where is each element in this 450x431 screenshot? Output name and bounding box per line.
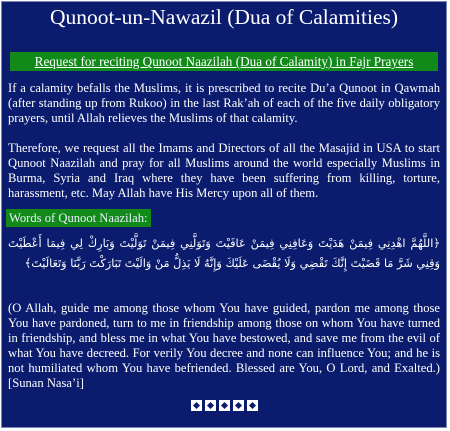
page-title: Qunoot-un-Nawazil (Dua of Calamities) — [49, 5, 399, 29]
diamond-icon — [205, 400, 216, 411]
footer-ornament — [2, 400, 446, 411]
arabic-dua-text: ﴿اللَّهُمَّ اهْدِنِي فِيمَنْ هَدَيْتَ وَعَافِنِي فِيمَنْ عَافَيْتَ وَتَوَلَّنِي فِيمَنْ تَوَلَّيْتَ وَبَارِكْ لِي فِيمَا أَعْطَيْتَ وَقِنِي شَرَّ مَا قَضَيْتَ إِنَّكَ تَقْضِي وَلَا يُقْضَى عَلَيْكَ وَإِنَّهُ لَا يَذِلُّ مَنْ وَالَيْتَ تَبَارَكْتَ رَبَّنَا وَتَعَالَيْتَ﴾ — [8, 237, 440, 270]
qunoot-panel — [1, 1, 447, 428]
dua-heading: Words of Qunoot Naazilah: — [6, 209, 151, 227]
request-paragraph: Therefore, we request all the Imams and Directors of all the Masajid in USA to start Qunoot Naazilah and pray for all Muslims around the world especially Muslims in Burma, Syria and Iraq where they have been suffering from killing, torture, harassment, etc. May Allah have His Mercy upon all of them. — [8, 141, 440, 200]
intro-paragraph: If a calamity befalls the Muslims, it is prescribed to recite Du’a Qunoot in Qawmah (after standing up from Rukoo) in the last Rak’ah of each of the five daily obligatory prayers, until Allah relieves the Muslims of that calamity. — [8, 81, 440, 125]
diamond-icon — [247, 400, 258, 411]
dua-translation: (O Allah, guide me among those whom You have guided, pardon me among those You have pardoned, turn to me in friendship among those on whom You have turned in friendship, and bless me in what You have bestowed, and save me from the evil of what You have decreed. For verily You decree and none can influence You; and he is not humiliated whom You have befriended. Blessed are You, O Lord, and Exalted.) [Sunan Nasa’i] — [8, 301, 440, 390]
request-banner: Request for reciting Qunoot Naazilah (Dua of Calamity) in Fajr Prayers — [10, 52, 438, 71]
diamond-icon — [233, 400, 244, 411]
diamond-icon — [219, 400, 230, 411]
diamond-icon — [191, 400, 202, 411]
